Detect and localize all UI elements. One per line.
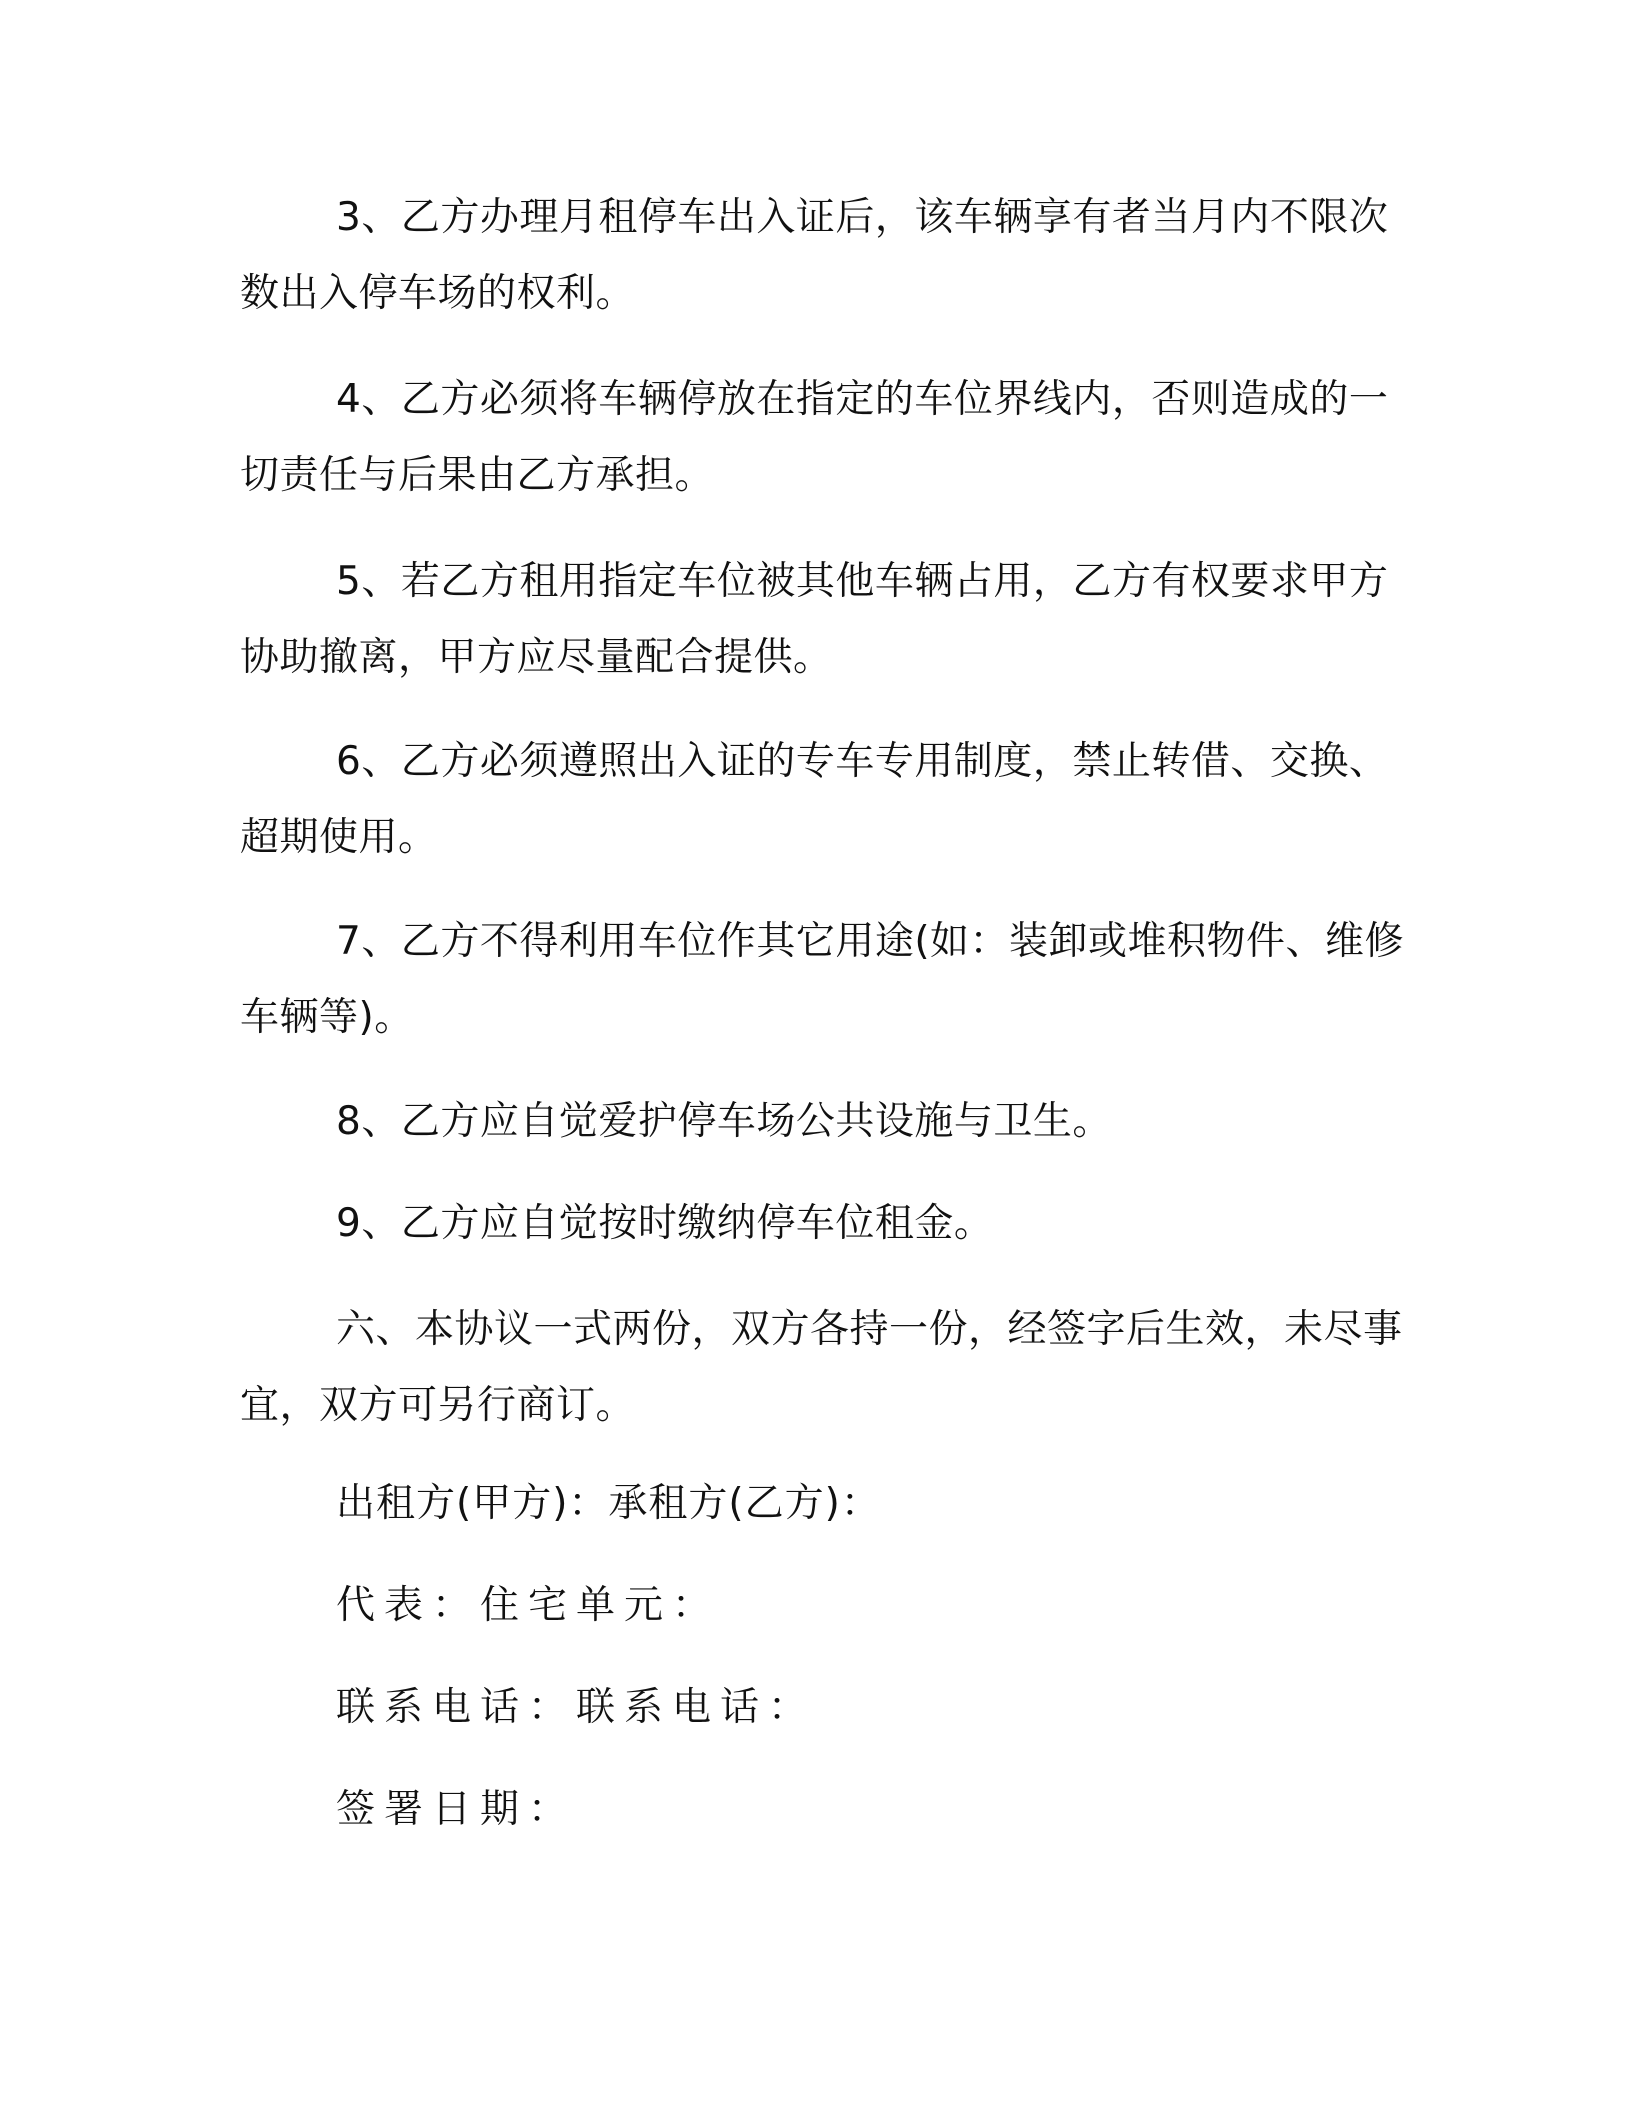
signature-parties: 出租方(甲方)：承租方(乙方)： [336,1481,881,1526]
signature-date: 签署日期： [336,1787,577,1832]
clause-5: 5、若乙方租用指定车位被其他车辆占用，乙方有权要求甲方协助撤离，甲方应尽量配合提供。 [240,559,1389,680]
clause-7: 7、乙方不得利用车位作其它用途(如：装卸或堆积物件、维修车辆等)。 [240,919,1405,1040]
clause-8: 8、乙方应自觉爱护停车场公共设施与卫生。 [336,1099,1112,1144]
clause-3: 3、乙方办理月租停车出入证后，该车辆享有者当月内不限次数出入停车场的权利。 [240,195,1389,316]
signature-phones: 联系电话：联系电话： [336,1685,817,1730]
signature-representative: 代表：住宅单元： [336,1583,721,1628]
clause-six: 六、本协议一式两份，双方各持一份，经签字后生效，未尽事宜，双方可另行商订。 [240,1307,1403,1428]
clause-9: 9、乙方应自觉按时缴纳停车位租金。 [336,1201,994,1246]
clause-6: 6、乙方必须遵照出入证的专车专用制度，禁止转借、交换、超期使用。 [240,739,1389,860]
clause-4: 4、乙方必须将车辆停放在指定的车位界线内，否则造成的一切责任与后果由乙方承担。 [240,377,1389,498]
